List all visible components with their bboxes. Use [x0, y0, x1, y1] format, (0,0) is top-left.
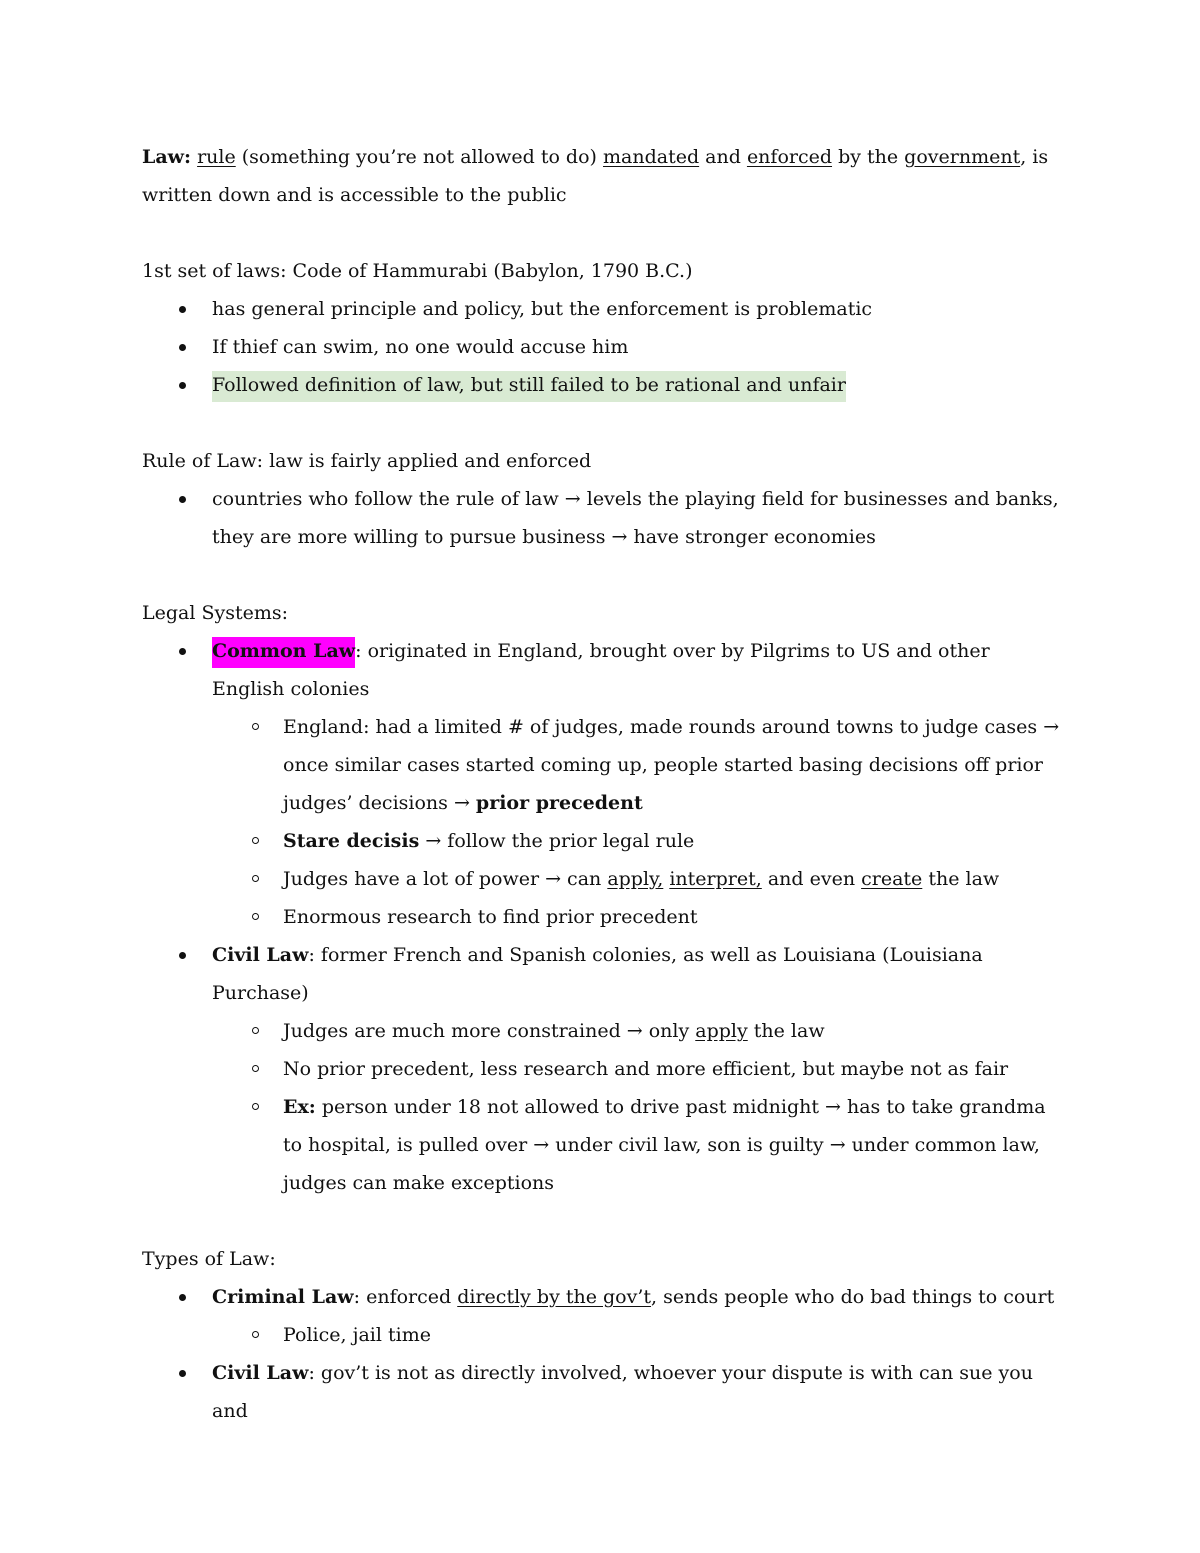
list-item-criminal-law: Criminal Law: enforced directly by the gov’t, sends people who do bad things to court Police, jail time — [142, 1278, 1062, 1354]
criminal-law-sublist — [212, 1316, 1062, 1354]
list-item: Stare decisis → follow the prior legal rule — [212, 822, 1062, 860]
list-item: Ex: person under 18 not allowed to drive past midnight → has to take grandma to hospital, is pulled over → under civil law, son is guilty → under common law, judges can make exceptions — [212, 1088, 1062, 1202]
list-item: countries who follow the rule of law → levels the playing field for businesses and banks, they are more willing to pursue business → have stronger economies — [142, 480, 1062, 556]
first-laws-heading: 1st set of laws: Code of Hammurabi (Babylon, 1790 B.C.) — [142, 260, 693, 282]
list-item: Judges have a lot of power → can apply, interpret, and even create the law — [212, 860, 1062, 898]
list-item: Police, jail time — [212, 1316, 1062, 1354]
list-item-civil-law-type: Civil Law: gov’t is not as directly involved, whoever your dispute is with can sue you and — [142, 1354, 1062, 1430]
rule-of-law-list — [142, 480, 1062, 556]
law-term: Law: — [142, 146, 192, 168]
underlined-government: government — [904, 146, 1021, 168]
document-body — [142, 138, 1062, 1430]
civil-law-term: Civil Law — [212, 944, 309, 966]
list-item: England: had a limited # of judges, made rounds around towns to judge cases → once similar cases started coming up, people started basing decisions off prior judges’ decisions → prior precedent — [212, 708, 1062, 822]
rule-of-law-heading: Rule of Law: law is fairly applied and enforced — [142, 450, 592, 472]
highlighted-text: Followed definition of law, but still failed to be rational and unfair — [212, 371, 846, 402]
underlined-mandated: mandated — [603, 146, 700, 168]
common-law-term: Common Law — [212, 637, 355, 668]
list-item: If thief can swim, no one would accuse him — [142, 328, 1062, 366]
list-item: has general principle and policy, but the enforcement is problematic — [142, 290, 1062, 328]
common-law-sublist — [212, 708, 1062, 936]
list-item — [142, 366, 1062, 404]
underlined-rule: rule — [197, 146, 236, 168]
legal-systems-heading: Legal Systems: — [142, 602, 289, 624]
list-item-civil-law: Civil Law: former French and Spanish colonies, as well as Louisiana (Louisiana Purchase) Judges are much more constrained → only apply the law No prior precedent, less research and more efficient, but maybe not as fair Ex: person under 18 not allowed to drive past midnight → has to take grandma to hospital, is pulled over → under civil law, son is guilty → under common law, judges can make exceptions — [142, 936, 1062, 1202]
civil-law-sublist — [212, 1012, 1062, 1202]
law-definition: Law: rule (something you’re not allowed to do) mandated and enforced by the government, is written down and is accessible to the public — [142, 146, 1049, 206]
underlined-enforced: enforced — [746, 146, 833, 168]
list-item: Judges are much more constrained → only apply the law — [212, 1012, 1062, 1050]
types-of-law-list — [142, 1278, 1062, 1430]
first-laws-list — [142, 290, 1062, 404]
list-item: Enormous research to find prior precedent — [212, 898, 1062, 936]
legal-systems-list — [142, 632, 1062, 1202]
list-item-common-law: Common Law: originated in England, brought over by Pilgrims to US and other English colonies England: had a limited # of judges, made rounds around towns to judge cases → once similar cases started coming up, people started basing decisions off prior judges’ decisions → prior precedent Stare decisis → follow the prior legal rule Judges have a lot of power → can apply, interpret, and even create the law Enormous research to find prior precedent — [142, 632, 1062, 936]
list-item: No prior precedent, less research and more efficient, but maybe not as fair — [212, 1050, 1062, 1088]
types-of-law-heading: Types of Law: — [142, 1248, 276, 1270]
